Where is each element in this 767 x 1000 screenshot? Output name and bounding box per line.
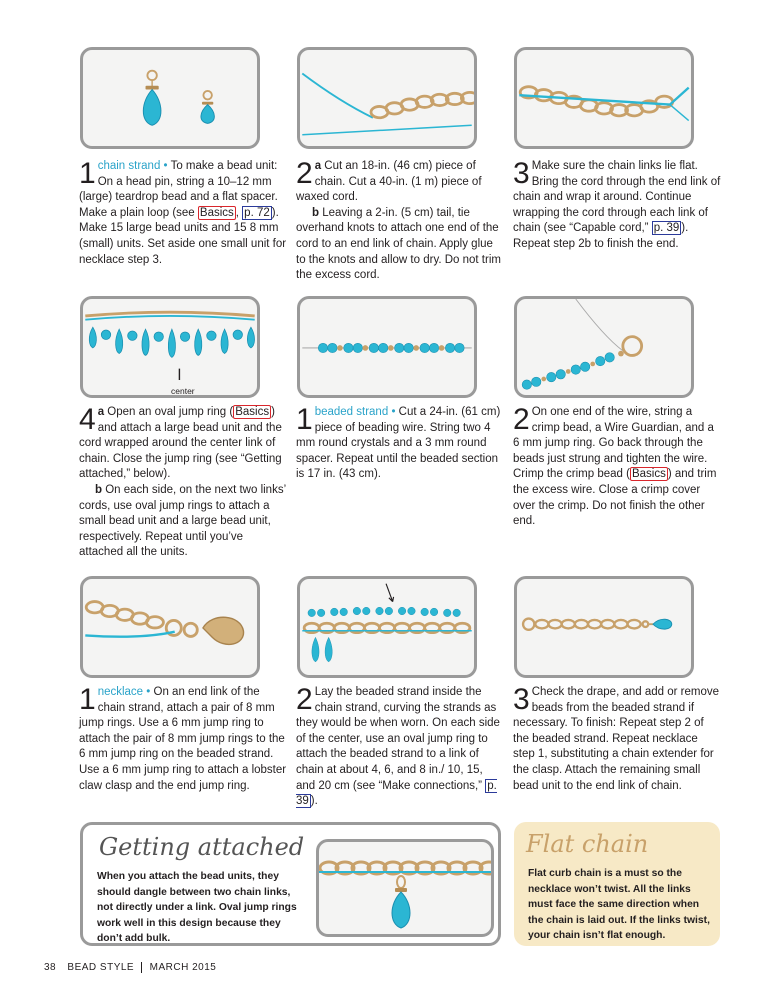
necklace-step-2 (296, 685, 504, 810)
step-number: 1 (296, 403, 313, 436)
footer-divider (141, 962, 142, 973)
photo-chain-extender (514, 576, 694, 678)
step-number: 3 (513, 157, 530, 190)
step-text: On an end link of the chain strand, attach a pair of 8 mm jump rings. Use a 6 mm jump ring to attach the pair of 8 mm jump rings to the 6 mm jump ring on the beaded strand. Use a 6 mm jump ring to attach a lobster claw clasp and the end jump ring. (79, 686, 287, 792)
photo-crimp-end (514, 296, 694, 398)
photo-beaded-strand (297, 296, 477, 398)
photo-necklace-center (80, 296, 260, 398)
photo-attached-detail (316, 839, 494, 937)
necklace-step-3 (513, 685, 721, 794)
step-number: 1 (79, 683, 96, 716)
step-text: ). (310, 795, 318, 808)
step-text: To make a bead unit: On a head pin, string a 10–12 mm (large) teardrop bead and a flat spacer. Make a plain loop (see (79, 160, 278, 219)
page-reference[interactable]: p. 72 (244, 206, 270, 219)
step-text: Cut a 24-in. (61 cm) piece of beading wire. String two 4 mm round crystals and a 3 mm round spacer. Repeat until the beaded section is 17 in. (43 cm). (296, 406, 501, 481)
beaded-strand-step-2 (513, 405, 723, 530)
getting-attached-box (80, 822, 501, 946)
photo-chain-cord-knot (297, 47, 477, 149)
basics-reference[interactable]: Basics (199, 206, 234, 219)
center-label: center (171, 386, 195, 396)
chain-strand-step-4 (79, 405, 287, 561)
step-text: , (235, 206, 243, 219)
flat-chain-title: Flat chain (526, 830, 649, 858)
necklace-step-1 (79, 685, 287, 794)
substep-label: b (95, 483, 103, 496)
substep-label: a (314, 160, 322, 172)
section-kicker: necklace (97, 686, 144, 698)
chain-strand-step-2 (296, 159, 504, 284)
step-text: On one end of the wire, string a crimp bead, a Wire Guardian, and a 6 mm jump ring. Go back through the beads just strung and tighten the wire. Crimp the crimp bead ( (513, 406, 714, 481)
step-text: Make sure the chain links lie flat. Bring the cord through the end link of chain and wrap it around. Continue wrapping the cord through each link of chain (see “Capable cord,” (513, 160, 721, 235)
getting-attached-title: Getting attached (99, 833, 305, 861)
page-number: 38 (44, 962, 57, 974)
step-text: Open an oval jump ring ( (104, 406, 234, 418)
bullet: • (391, 406, 396, 418)
beaded-strand-step-1 (296, 405, 502, 483)
step-number: 2 (513, 403, 530, 436)
step-text: Check the drape, and add or remove beads from the beaded strand if necessary. To finish: Repeat step 2 of the beaded strand. Repeat necklace step 1, substituting a chain extender for the clasp. Attach the remaining small bead unit to the end link of chain. (513, 686, 719, 792)
chain-strand-step-1 (79, 159, 287, 268)
step-text: ) and attach a large bead unit and the cord wrapped around the center link of chain. Close the jump ring (see “Getting attached,” below). (79, 406, 282, 481)
step-text: ). Repeat step 2b to finish the end. (513, 222, 689, 250)
flat-chain-text: Flat curb chain is a must so the necklace won’t twist. All the links must face the same direction when the chain is laid out. If the links twist, your chain isn’t flat enough. (528, 868, 710, 942)
page-footer (44, 962, 216, 973)
step-number: 3 (513, 683, 530, 716)
photo-connected-strands (297, 576, 477, 678)
step-number: 1 (79, 157, 96, 190)
page-reference[interactable]: p. 39 (296, 779, 497, 808)
flat-chain-box (514, 822, 720, 946)
step-text: Lay the beaded strand inside the chain strand, curving the strands as they would be when worn. On each side of the center, use an oval jump ring to attach the beaded strand to a link of chain at about 4, 6, and 8 in./ 10, 15, and 20 cm (see “Make connections,” (296, 686, 500, 792)
bullet: • (146, 686, 151, 698)
magazine-name: BEAD STYLE (67, 962, 135, 974)
step-number: 2 (296, 683, 313, 716)
substep-label: a (97, 406, 105, 418)
chain-strand-step-3 (513, 159, 723, 253)
photo-bead-units (80, 47, 260, 149)
section-kicker: chain strand (97, 160, 161, 172)
step-text: ) and trim the excess wire. Close a crimp cover over the crimp. Do not finish the other end. (513, 468, 717, 528)
photo-wrapped-chain (514, 47, 694, 149)
substep-label: b (312, 206, 320, 219)
step-text: On each side, on the next two links’ cords, use oval jump rings to attach a small bead unit and a large bead unit, respectively. Repeat until you’ve attached all the units. (79, 483, 286, 559)
step-number: 4 (79, 403, 96, 436)
step-text: ). Make 15 large bead units and 15 8 mm (small) units. Set aside one small unit for necklace step 3. (79, 206, 287, 266)
page-reference[interactable]: p. 39 (653, 222, 680, 235)
issue-date: MARCH 2015 (149, 962, 217, 974)
step-number: 2 (296, 157, 313, 190)
getting-attached-text: When you attach the bead units, they should dangle between two chain links, not directly under a link. Oval jump rings work well in this design because they don’t add bulk. (97, 871, 297, 945)
bullet: • (163, 160, 168, 172)
step-text: Cut an 18-in. (46 cm) piece of chain. Cut a 40-in. (1 m) piece of waxed cord. (296, 160, 482, 204)
basics-reference[interactable]: Basics (235, 406, 270, 418)
photo-clasp (80, 576, 260, 678)
basics-reference[interactable]: Basics (631, 468, 666, 481)
section-kicker: beaded strand (314, 406, 389, 418)
step-text: Leaving a 2-in. (5 cm) tail, tie overhand knots to attach one end of the cord to an end link of chain. Apply glue to the knots and allow to dry. Do not trim the excess cord. (296, 206, 501, 282)
